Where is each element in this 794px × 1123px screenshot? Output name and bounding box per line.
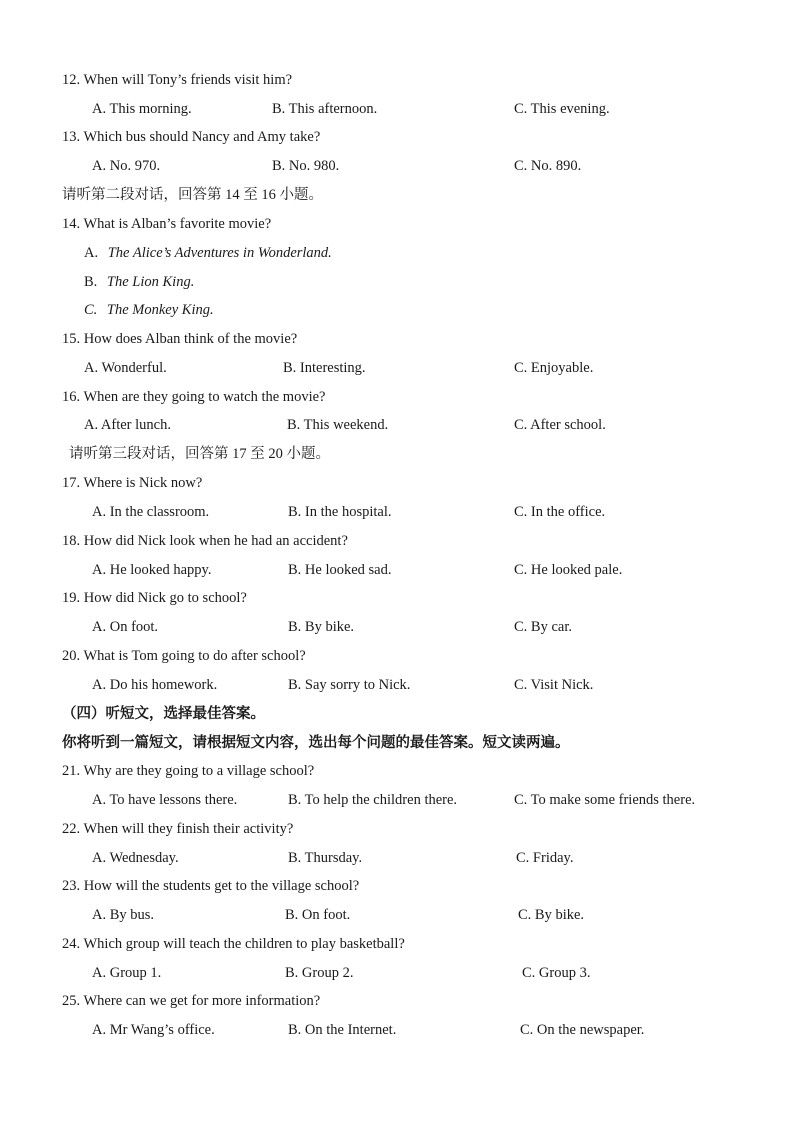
q18-option-c: C. He looked pale. bbox=[514, 562, 623, 578]
q22-option-c: C. Friday. bbox=[516, 850, 574, 866]
q15-option-b: B. Interesting. bbox=[283, 360, 366, 376]
part-4-instruction: 你将听到一篇短文，请根据短文内容，选出每个问题的最佳答案。短文读两遍。 bbox=[62, 735, 570, 751]
q21-option-b: B. To help the children there. bbox=[288, 792, 458, 808]
q14-option-c-label: C. bbox=[84, 302, 98, 318]
q12-option-b: B. This afternoon. bbox=[272, 101, 378, 117]
question-25: 25. Where can we get for more information? bbox=[62, 993, 321, 1009]
q14-option-a-text: The Alice’s Adventures in Wonderland. bbox=[107, 245, 332, 261]
q25-option-b: B. On the Internet. bbox=[288, 1022, 397, 1038]
question-22: 22. When will they finish their activity? bbox=[62, 821, 294, 837]
q16-option-c: C. After school. bbox=[514, 417, 606, 433]
q14-option-b bbox=[84, 273, 194, 291]
q23-option-b: B. On foot. bbox=[285, 907, 351, 923]
question-13: 13. Which bus should Nancy and Amy take? bbox=[62, 129, 321, 145]
q17-option-a: A. In the classroom. bbox=[92, 504, 210, 520]
q14-option-a-label: A. bbox=[84, 245, 99, 261]
q22-option-a: A. Wednesday. bbox=[92, 850, 179, 866]
q17-option-c: C. In the office. bbox=[514, 504, 606, 520]
part-4-title: （四）听短文，选择最佳答案。 bbox=[62, 706, 265, 722]
q20-option-b: B. Say sorry to Nick. bbox=[288, 677, 411, 693]
q18-option-b: B. He looked sad. bbox=[288, 562, 392, 578]
q13-option-b: B. No. 980. bbox=[272, 158, 340, 174]
q16-option-b: B. This weekend. bbox=[287, 417, 389, 433]
q25-option-a: A. Mr Wang’s office. bbox=[92, 1022, 215, 1038]
q24-option-c: C. Group 3. bbox=[522, 965, 591, 981]
question-15: 15. How does Alban think of the movie? bbox=[62, 331, 298, 347]
question-16: 16. When are they going to watch the movie? bbox=[62, 389, 326, 405]
q14-option-a bbox=[84, 244, 332, 262]
question-24: 24. Which group will teach the children to play basketball? bbox=[62, 936, 405, 952]
q20-option-a: A. Do his homework. bbox=[92, 677, 218, 693]
q21-option-a: A. To have lessons there. bbox=[92, 792, 238, 808]
section-2-instruction: 请听第二段对话，回答第 14 至 16 小题。 bbox=[62, 187, 323, 203]
q24-option-a: A. Group 1. bbox=[92, 965, 162, 981]
q14-option-c bbox=[84, 301, 214, 319]
q25-option-c: C. On the newspaper. bbox=[520, 1022, 645, 1038]
q14-option-b-text: The Lion King. bbox=[106, 274, 195, 290]
question-17: 17. Where is Nick now? bbox=[62, 475, 203, 491]
q23-option-a: A. By bus. bbox=[92, 907, 155, 923]
q19-option-c: C. By car. bbox=[514, 619, 572, 635]
q20-option-c: C. Visit Nick. bbox=[514, 677, 594, 693]
question-23: 23. How will the students get to the village school? bbox=[62, 878, 360, 894]
q23-option-c: C. By bike. bbox=[518, 907, 585, 923]
q13-option-a: A. No. 970. bbox=[92, 158, 161, 174]
q18-option-a: A. He looked happy. bbox=[92, 562, 212, 578]
question-18: 18. How did Nick look when he had an accident? bbox=[62, 533, 348, 549]
q19-option-b: B. By bike. bbox=[288, 619, 355, 635]
section-3-instruction: 请听第三段对话，回答第 17 至 20 小题。 bbox=[69, 446, 330, 462]
q24-option-b: B. Group 2. bbox=[285, 965, 354, 981]
q16-option-a: A. After lunch. bbox=[84, 417, 171, 433]
question-20: 20. What is Tom going to do after school? bbox=[62, 648, 306, 664]
question-14: 14. What is Alban’s favorite movie? bbox=[62, 216, 272, 232]
q12-option-c: C. This evening. bbox=[514, 101, 610, 117]
question-21: 21. Why are they going to a village school? bbox=[62, 763, 315, 779]
q15-option-a: A. Wonderful. bbox=[84, 360, 167, 376]
q15-option-c: C. Enjoyable. bbox=[514, 360, 594, 376]
q14-option-c-text: The Monkey King. bbox=[106, 302, 214, 318]
q22-option-b: B. Thursday. bbox=[288, 850, 363, 866]
q17-option-b: B. In the hospital. bbox=[288, 504, 392, 520]
q13-option-c: C. No. 890. bbox=[514, 158, 582, 174]
q12-option-a: A. This morning. bbox=[92, 101, 192, 117]
q14-option-b-label: B. bbox=[84, 274, 98, 290]
q19-option-a: A. On foot. bbox=[92, 619, 159, 635]
question-19: 19. How did Nick go to school? bbox=[62, 590, 247, 606]
q21-option-c: C. To make some friends there. bbox=[514, 792, 696, 808]
question-12: 12. When will Tony’s friends visit him? bbox=[62, 72, 293, 88]
